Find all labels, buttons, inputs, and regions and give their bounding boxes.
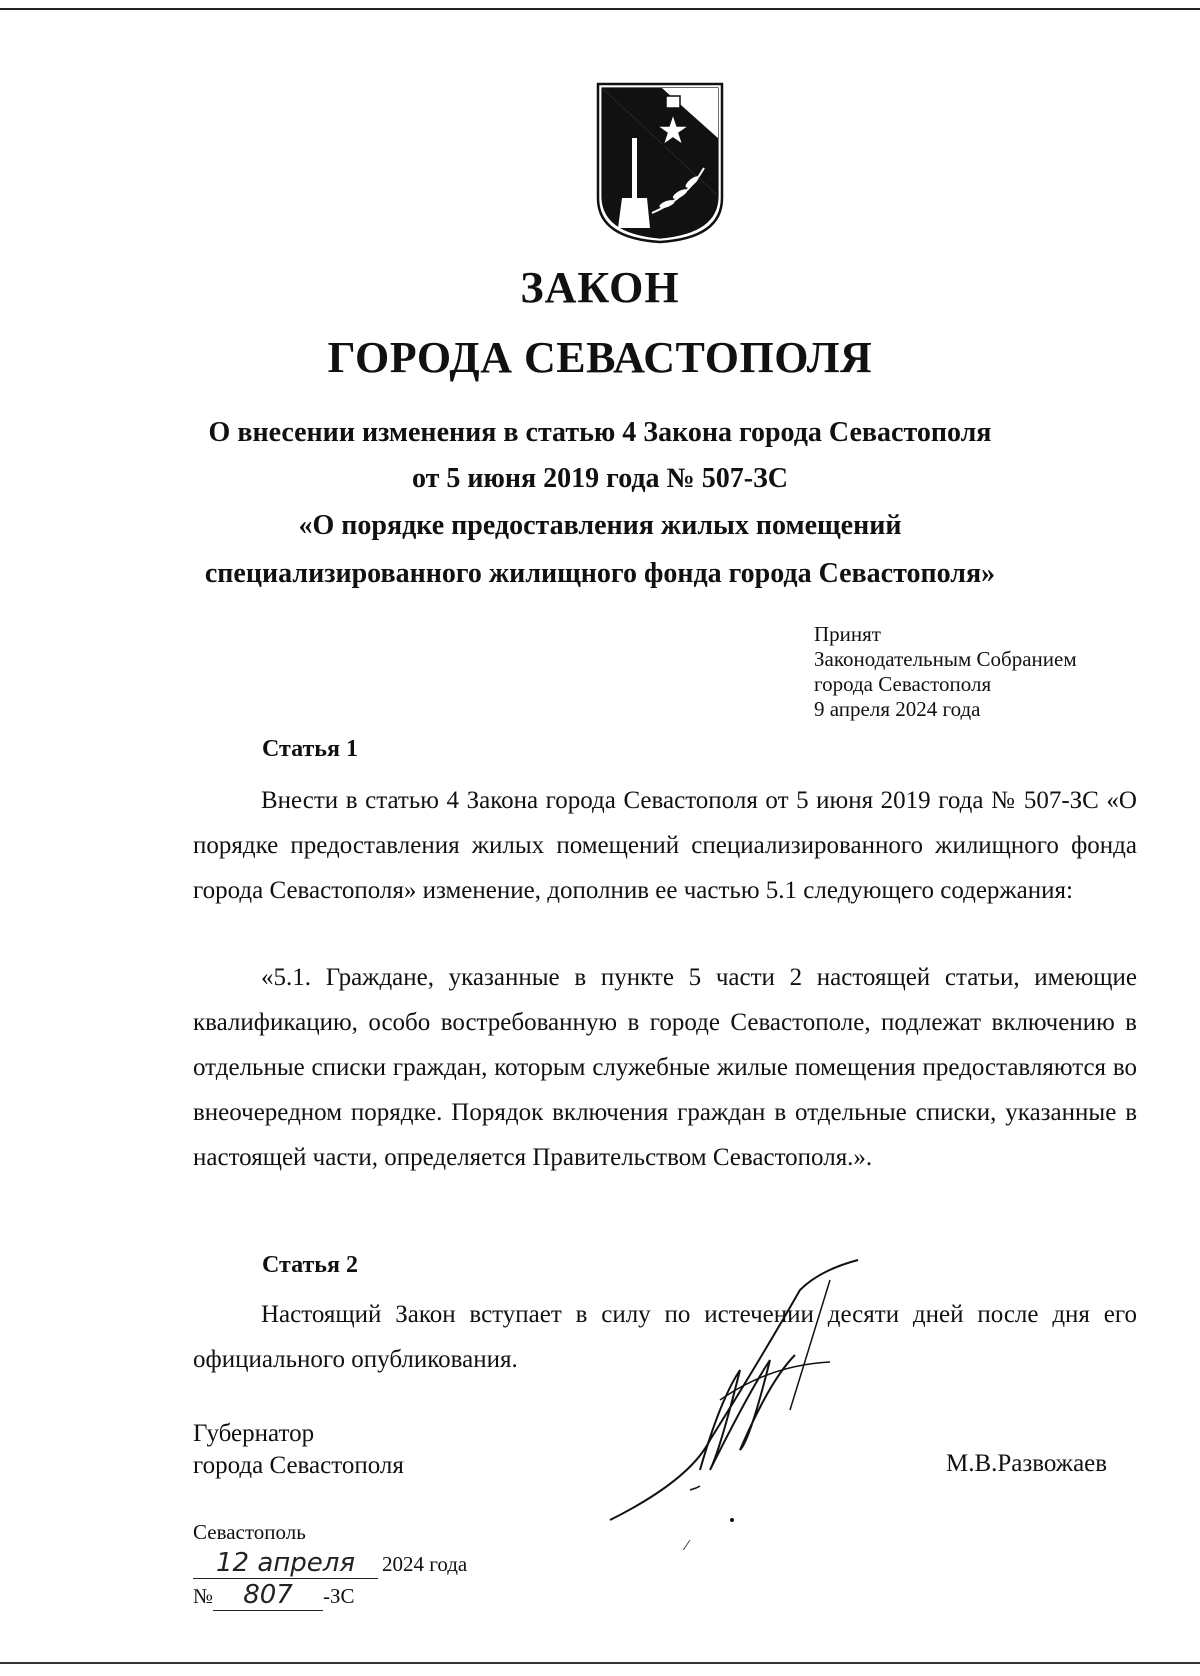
signatory-title-line-2: города Севастополя <box>193 1452 404 1479</box>
law-title: ЗАКОН <box>520 263 680 312</box>
adoption-line-2: Законодательным Собранием <box>814 647 1077 671</box>
adoption-line-3: города Севастополя <box>814 672 992 696</box>
signing-date <box>193 1548 467 1579</box>
year-suffix: 2024 года <box>382 1552 468 1576</box>
signatory-name: М.В.Развожаев <box>946 1450 1108 1477</box>
article-1-paragraph-2: «5.1. Граждане, указанные в пункте 5 части 2 настоящей статьи, имеющие квалификацию, особо востребованную в городе Севастополе, подлежат включению в отдельные списки граждан, которым служебные жилые помещения предоставляются во внеочередном порядке. Порядок включения граждан в отдельные списки, указанные в настоящей части, определяется Правительством Севастополя.». <box>193 964 1137 1171</box>
number-suffix: -ЗС <box>323 1584 355 1608</box>
adoption-note <box>814 622 1077 722</box>
handwritten-date: 12 апреля <box>193 1548 378 1579</box>
scan-border-top <box>0 8 1200 10</box>
article-2-heading: Статья 2 <box>262 1252 358 1278</box>
signatory-title-line-1: Губернатор <box>193 1420 315 1447</box>
law-number <box>193 1580 355 1611</box>
signatory-title <box>193 1418 404 1482</box>
subject-line-3: «О порядке предоставления жилых помещений <box>298 510 902 541</box>
signature-icon <box>600 1250 880 1550</box>
number-prefix: № <box>193 1584 214 1608</box>
adoption-line-1: Принят <box>814 622 881 646</box>
place-of-signing: Севастополь <box>193 1520 306 1544</box>
article-1-paragraph-1: Внести в статью 4 Закона города Севастополя от 5 июня 2019 года № 507-ЗС «О порядке предоставления жилых помещений специализированного жилищного фонда города Севастополя» изменение, дополнив ее частью 5.1 следующего содержания: <box>193 787 1137 904</box>
subject-line-4: специализированного жилищного фонда города Севастополя» <box>204 558 996 589</box>
handwritten-number: 807 <box>213 1580 323 1611</box>
coat-of-arms-icon <box>592 78 728 246</box>
article-1-heading: Статья 1 <box>262 736 358 762</box>
article-2-paragraph: Настоящий Закон вступает в силу по истечении десяти дней после дня его официального опубликования. <box>193 1301 1137 1373</box>
law-title-city: ГОРОДА СЕВАСТОПОЛЯ <box>327 333 873 382</box>
scan-border-bottom <box>0 1662 1200 1664</box>
subject-line-2: от 5 июня 2019 года № 507-ЗС <box>411 463 789 494</box>
subject-line-1: О внесении изменения в статью 4 Закона города Севастополя <box>208 417 992 448</box>
adoption-date: 9 апреля 2024 года <box>814 697 981 721</box>
